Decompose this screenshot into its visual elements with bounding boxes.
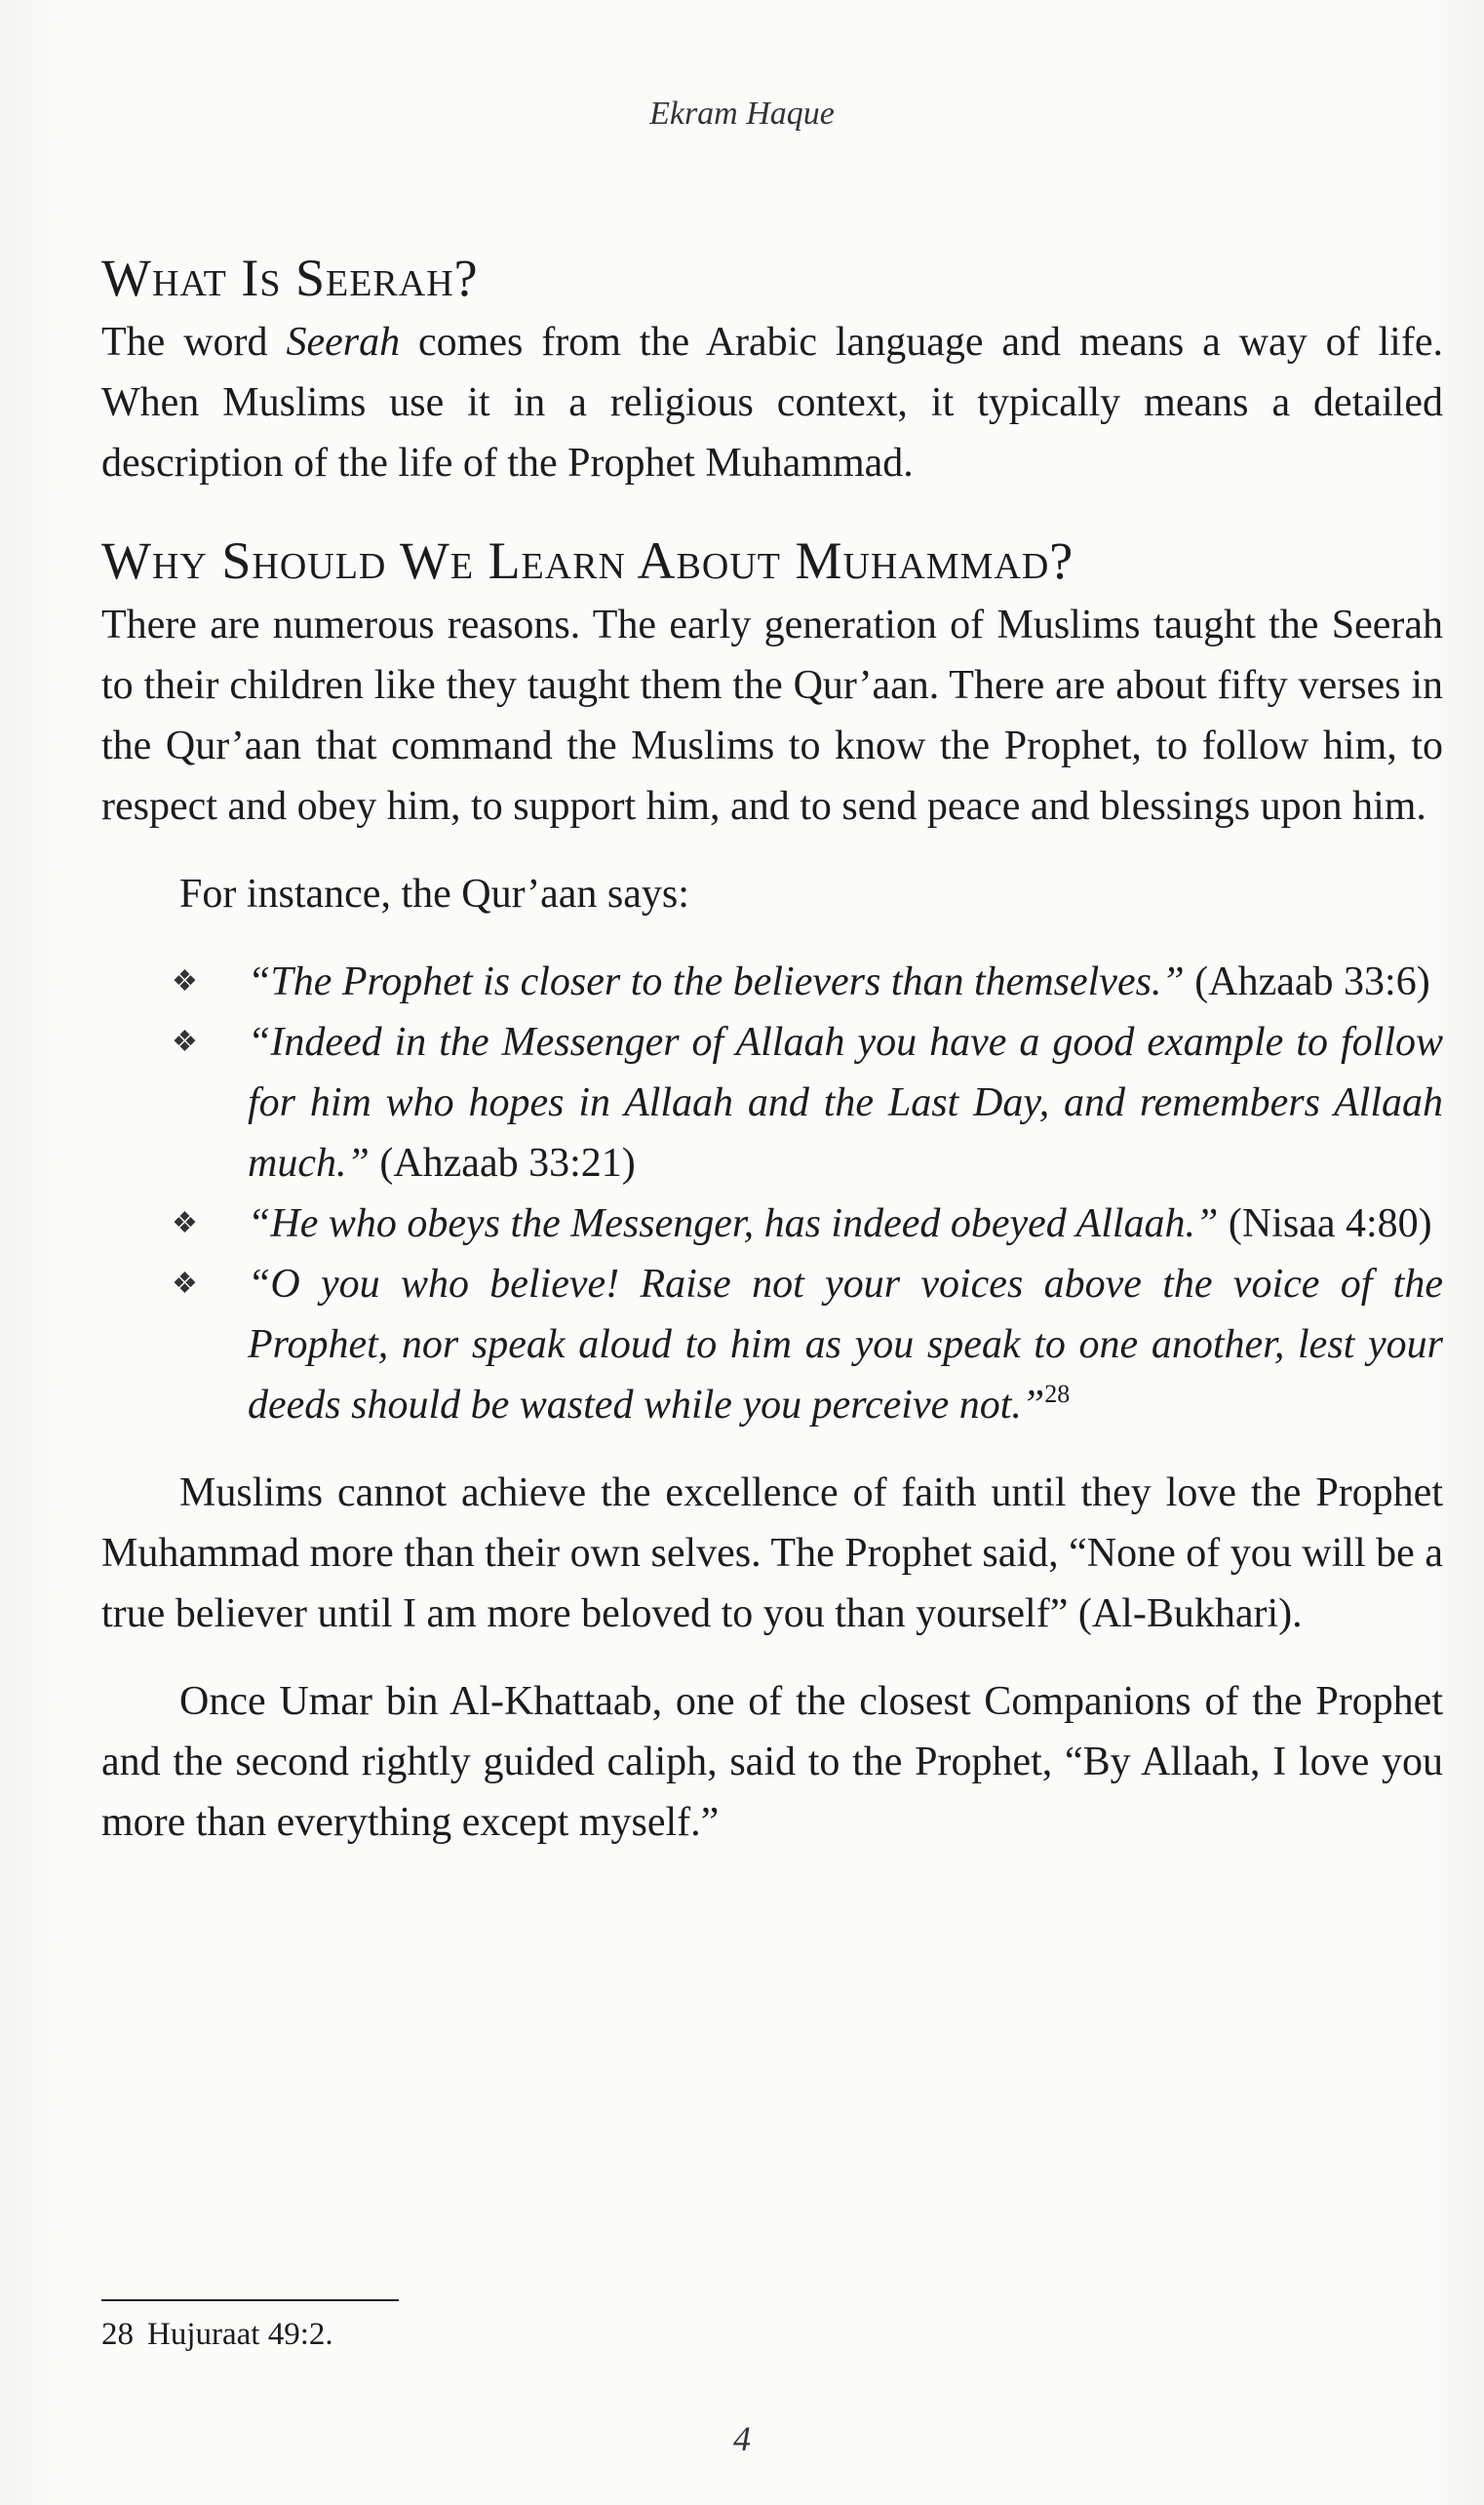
footnote-number: 28 [101, 2317, 134, 2352]
quote-item [101, 1012, 1443, 1194]
section-heading-what-is-seerah: What Is Seerah? [101, 249, 479, 307]
diamond-bullet-icon: ❖ [172, 1268, 198, 1300]
page-number: 4 [733, 2419, 751, 2458]
quote-reference: (Ahzaab 33:6) [1184, 959, 1430, 1004]
footnote-divider [101, 2299, 399, 2301]
footnote-text: Hujuraat 49:2. [147, 2317, 333, 2352]
umar-paragraph: Once Umar bin Al-Khattaab, one of the closest Companions of the Prophet and the second rightly guided caliph, said to the Prophet, “By Allaah, I love you more than everything except myself.” [101, 1679, 1443, 1845]
page-content [101, 244, 1443, 1853]
footnote [101, 2317, 333, 2353]
diamond-bullet-icon: ❖ [172, 965, 198, 998]
quote-text: “He who obeys the Messenger, has indeed obeyed Allaah.” [248, 1201, 1219, 1246]
text-run: comes from the Arabic language and means a way of life. When Muslims use it in a religious context, it typically means a detailed description of the life of the Prophet Muhammad. [101, 320, 1443, 486]
quote-item [101, 1194, 1443, 1254]
diamond-bullet-icon: ❖ [172, 1207, 198, 1239]
text-run: The word [101, 320, 287, 365]
love-of-prophet-paragraph: Muslims cannot achieve the excellence of faith until they love the Prophet Muhammad more than their own selves. The Prophet said, “None of you will be a true believer until I am more beloved to you than yourself” (Al-Bukhari). [101, 1470, 1443, 1636]
quote-text: “The Prophet is closer to the believers than themselves.” [248, 959, 1185, 1004]
quote-text: “Indeed in the Messenger of Allaah you have a good example to follow for him who hopes in Allaah and the Last Day, and remembers Allaah much.” [248, 1020, 1443, 1186]
footnote-marker: 28 [1044, 1380, 1071, 1408]
quote-reference: (Ahzaab 33:21) [369, 1141, 636, 1186]
section-heading-why-learn: Why Should We Learn About Muhammad? [101, 531, 1074, 590]
seerah-term: Seerah [286, 320, 401, 365]
quote-reference: (Nisaa 4:80) [1218, 1201, 1432, 1246]
quran-intro-paragraph: For instance, the Qur’aan says: [179, 872, 689, 917]
running-head: Ekram Haque [649, 96, 835, 132]
reasons-paragraph: There are numerous reasons. The early generation of Muslims taught the Seerah to their children like they taught them the Qur’aan. There are about fifty verses in the Qur’aan that command the Muslims to know the Prophet, to follow him, to respect and obey him, to support him, and to send peace and blessings upon him. [101, 603, 1443, 829]
seerah-definition-paragraph [101, 312, 1443, 493]
quote-item [101, 1254, 1443, 1435]
quote-item [101, 952, 1443, 1012]
quran-quotes-list [101, 952, 1443, 1435]
quote-text: “O you who believe! Raise not your voices above the voice of the Prophet, nor speak aloud to him as you speak to one another, lest your deeds should be wasted while you perceive not.” [248, 1262, 1443, 1428]
diamond-bullet-icon: ❖ [172, 1026, 198, 1058]
